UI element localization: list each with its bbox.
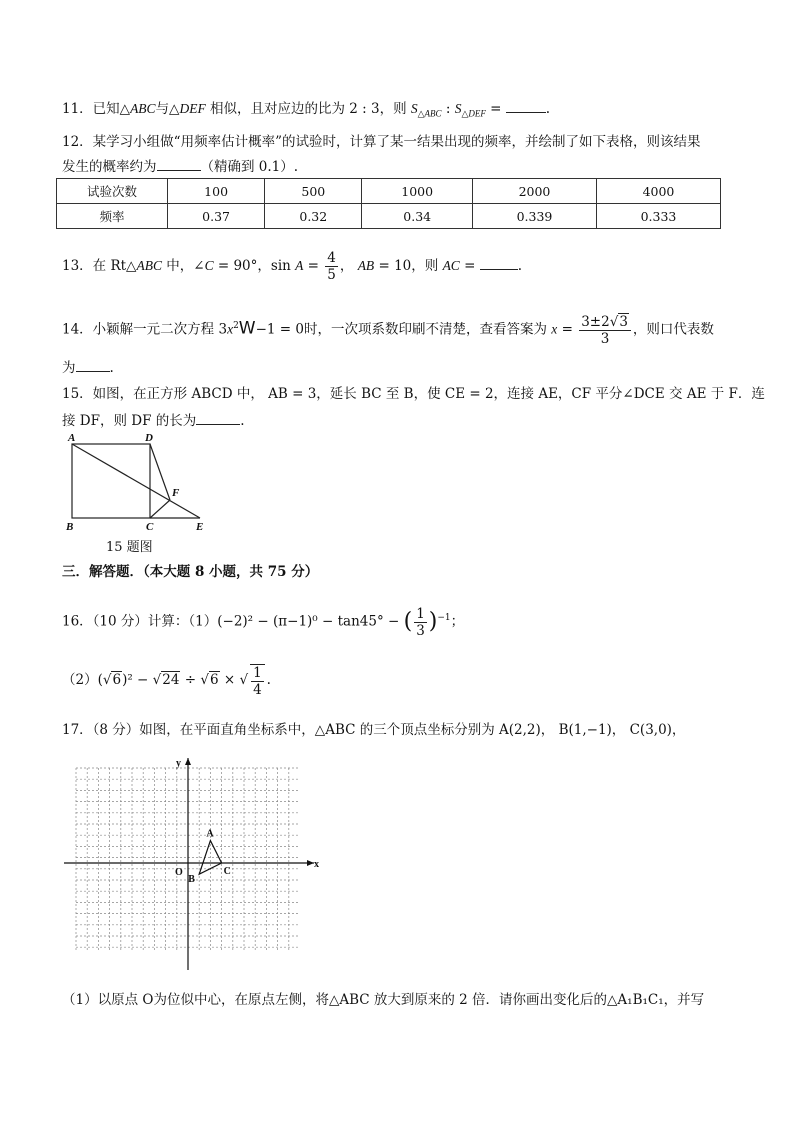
- x-axis-label: x: [314, 859, 319, 870]
- fraction: $\frac{3\pm 2√3}{3}$: [579, 314, 631, 347]
- coordinate-grid: [64, 756, 326, 974]
- row-label: 频率: [57, 204, 168, 229]
- table-cell: 100: [168, 179, 265, 204]
- label-d: D: [145, 432, 153, 444]
- segment-df: [150, 444, 170, 500]
- label-b: B: [66, 521, 74, 532]
- table-cell: 0.34: [362, 204, 473, 229]
- question-11: 11．已知△ABC与△DEF 相似，且对应边的比为 2 : 3，则 $S_{\triangle ABC}$ : $S_{\triangle DEF}$ = .: [62, 98, 550, 124]
- table-cell: 0.333: [596, 204, 720, 229]
- question-12-line-2: 发生的概率约为 （精确到 0.1）.: [62, 156, 298, 177]
- answer-blank[interactable]: [506, 98, 546, 113]
- table-cell: 0.37: [168, 204, 265, 229]
- table-cell: 500: [265, 179, 362, 204]
- answer-blank[interactable]: [480, 255, 518, 270]
- segment-ae: [72, 444, 200, 518]
- question-17: 17．（8 分）如图，在平面直角坐标系中，△ABC 的三个顶点坐标分别为 A(2,2)， B(1,−1)， C(3,0)，: [62, 722, 686, 738]
- fraction: $\frac{1}{3}$: [416, 605, 425, 639]
- table-row: [57, 204, 721, 229]
- fraction: $\frac{4}{5}$: [327, 250, 336, 283]
- segment-cf: [150, 500, 170, 518]
- table-cell: 0.32: [265, 204, 362, 229]
- question-17-part-1: （1）以原点 O为位似中心，在原点左侧，将△ABC 放大到原来的 2 倍．请你画出变化后的△A₁B₁C₁，并写: [62, 992, 705, 1008]
- question-15-line-1: 15．如图，在正方形 ABCD 中， AB = 3，延长 BC 至 B，使 CE = 2，连接 AE，CF 平分∠DCE 交 AE 于 F．连: [62, 386, 765, 402]
- origin-label: O: [175, 867, 183, 878]
- table-cell: 2000: [472, 179, 596, 204]
- label-c: C: [146, 521, 154, 532]
- row-label: 试验次数: [57, 179, 168, 204]
- question-14-line-2: 为 .: [62, 357, 114, 378]
- label-e: E: [196, 521, 204, 532]
- question-13: 13．在 Rt△ABC 中，∠C = 90°，sin A = $\frac{4}{5}$ ， AB = 10，则 AC = .: [62, 250, 523, 283]
- question-16-part-2: （2）(√6)² − √24 ÷ √6 × √ $\frac{1}{4}$ .: [62, 664, 271, 698]
- square-abcd: [72, 444, 150, 518]
- x-axis-arrow: [307, 860, 314, 866]
- figure-15: [60, 432, 220, 532]
- answer-blank[interactable]: [157, 156, 201, 171]
- answer-blank[interactable]: [196, 410, 240, 425]
- section-3-heading: 三．解答题．（本大题 8 小题，共 75 分）: [62, 564, 319, 580]
- question-16-part-1: 16．（10 分）计算：（1）(−2)² − (π−1)⁰ − tan45° − ( $\frac{1}{3}$ )$^{-1}$；: [62, 605, 465, 639]
- y-axis-label: y: [176, 758, 181, 769]
- figure-15-caption: 15 题图: [106, 540, 153, 555]
- fraction: $\frac{1}{4}$: [250, 664, 265, 698]
- question-15-line-2: 接 DF，则 DF 的长为 .: [62, 410, 245, 431]
- y-axis-arrow: [185, 758, 191, 765]
- smudged-coefficient: W: [238, 318, 256, 339]
- answer-blank[interactable]: [76, 357, 110, 372]
- table-cell: 1000: [362, 179, 473, 204]
- table-cell: 4000: [596, 179, 720, 204]
- point-c-label: C: [223, 866, 231, 877]
- label-f: F: [172, 487, 180, 499]
- point-a-label: A: [206, 828, 214, 840]
- frequency-table: [56, 178, 721, 229]
- table-row: [57, 179, 721, 204]
- table-cell: 0.339: [472, 204, 596, 229]
- point-b-label: B: [188, 874, 195, 886]
- label-a: A: [68, 432, 76, 444]
- question-14-line-1: 14．小颖解一元二次方程 $3x^2W-1 = 0$时，一次项系数印刷不清楚，查看答案为 x = $\frac{3\pm 2√3}{3}$ ，则口代表数: [62, 313, 714, 347]
- question-12-line-1: 12．某学习小组做“用频率估计概率”的试验时，计算了某一结果出现的频率，并绘制了如下表格，则该结果: [62, 134, 701, 150]
